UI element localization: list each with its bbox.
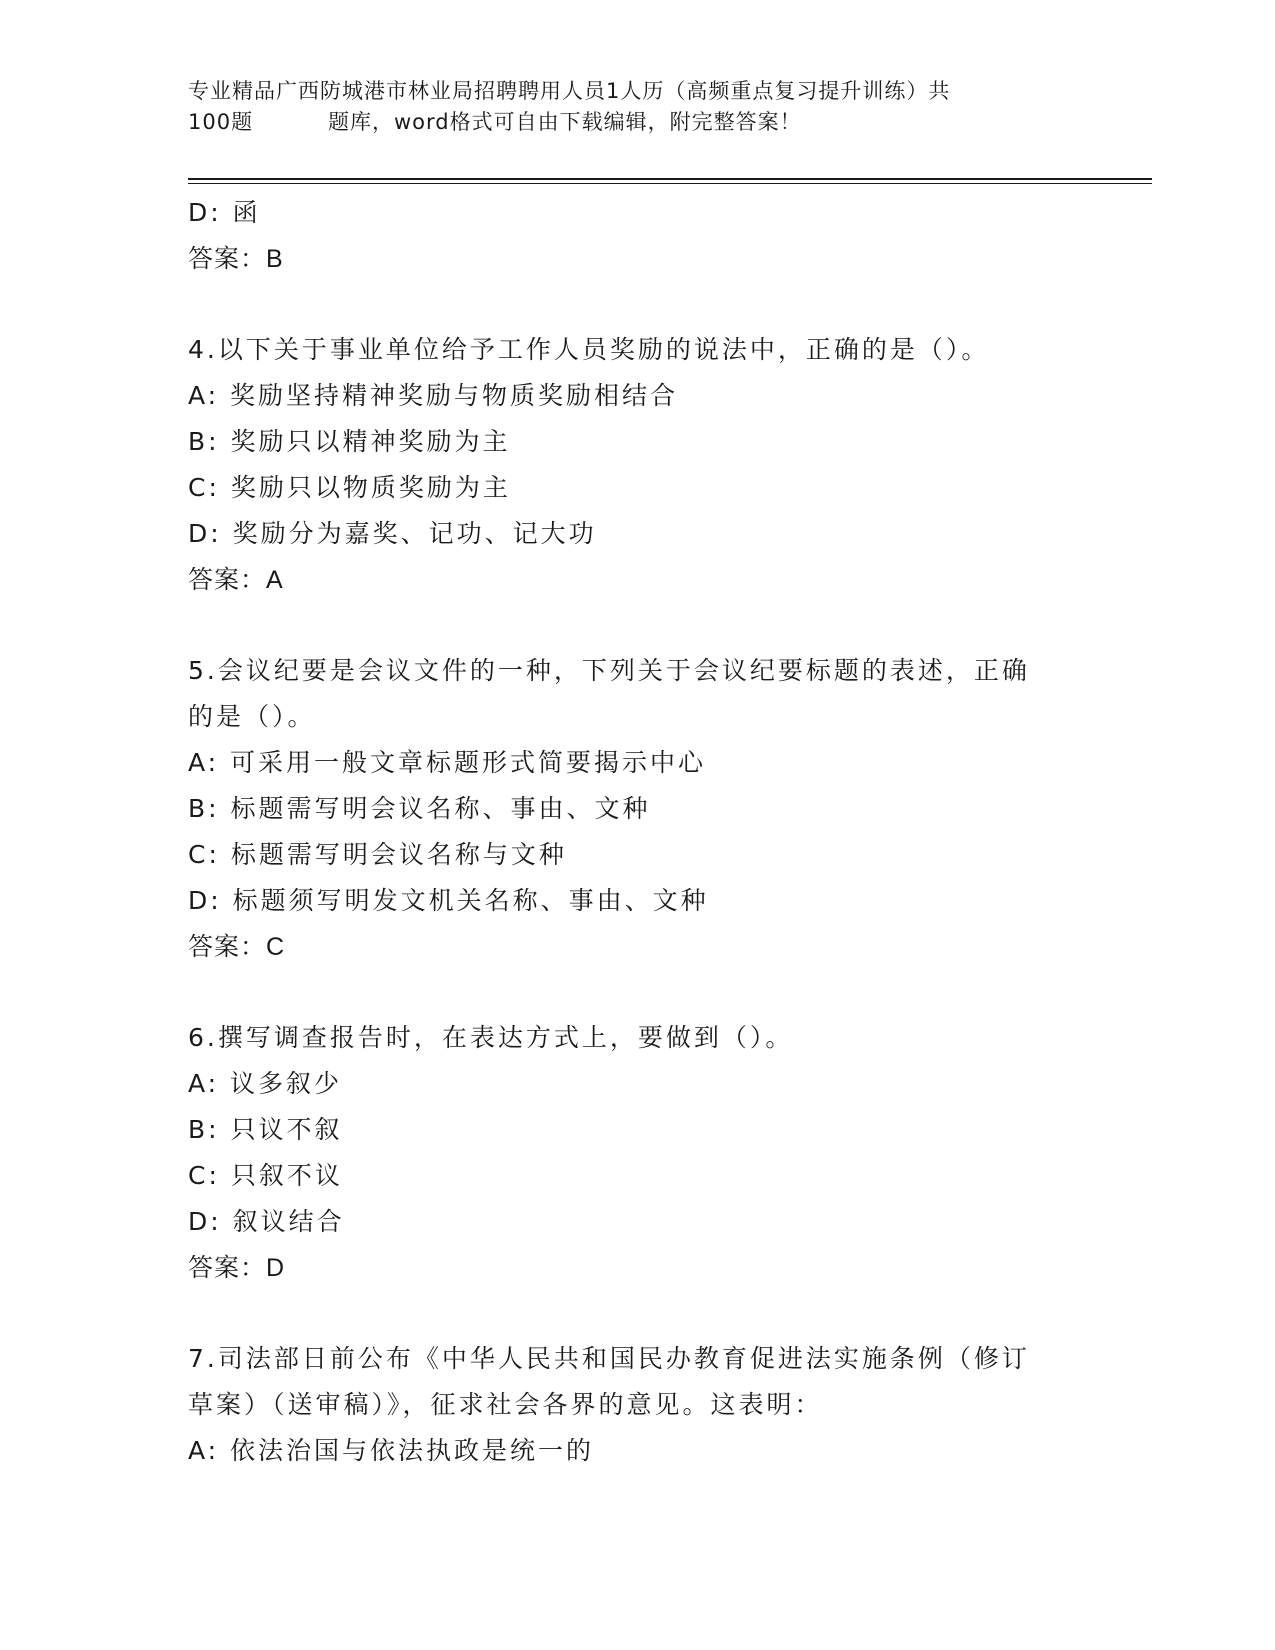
previous-question-tail — [188, 190, 1088, 282]
option-b: B: 标题需写明会议名称、事由、文种 — [188, 794, 651, 823]
question-text: 4.以下关于事业单位给予工作人员奖励的说法中，正确的是（）。 — [188, 335, 990, 364]
option-b: B: 奖励只以精神奖励为主 — [188, 427, 511, 456]
question-5 — [188, 648, 1088, 970]
question-text-line2: 的是（）。 — [188, 702, 316, 731]
header-divider-thick — [188, 178, 1152, 180]
option-d: D: 叙议结合 — [188, 1207, 345, 1236]
document-body — [188, 190, 1088, 1474]
option-c: C: 奖励只以物质奖励为主 — [188, 473, 511, 502]
option-d: D: 函 — [188, 198, 261, 227]
header-count: 100题 — [188, 110, 254, 134]
question-7 — [188, 1336, 1088, 1474]
option-a: A: 奖励坚持精神奖励与物质奖励相结合 — [188, 381, 679, 410]
answer-line: 答案：D — [188, 1254, 286, 1282]
header-title-line2 — [188, 107, 1088, 138]
header-description: 题库，word格式可自由下载编辑，附完整答案！ — [328, 110, 802, 134]
option-d: D: 标题须写明发文机关名称、事由、文种 — [188, 886, 709, 915]
answer-line: 答案：B — [188, 245, 284, 273]
option-b: B: 只议不叙 — [188, 1115, 343, 1144]
answer-line: 答案：A — [188, 566, 284, 594]
option-a: A: 议多叙少 — [188, 1069, 343, 1098]
page-header — [188, 76, 1088, 138]
question-text-line2: 草案）（送审稿）》，征求社会各界的意见。这表明： — [188, 1390, 823, 1419]
question-text-line1: 5.会议纪要是会议文件的一种，下列关于会议纪要标题的表述，正确 — [188, 656, 1030, 685]
header-title-line1: 专业精品广西防城港市林业局招聘聘用人员1人历（高频重点复习提升训练）共 — [188, 79, 951, 103]
option-c: C: 只叙不议 — [188, 1161, 343, 1190]
question-text: 6.撰写调查报告时，在表达方式上，要做到（）。 — [188, 1023, 794, 1052]
option-a: A: 依法治国与依法执政是统一的 — [188, 1436, 595, 1465]
question-4 — [188, 327, 1088, 603]
option-a: A: 可采用一般文章标题形式简要揭示中心 — [188, 748, 707, 777]
question-text-line1: 7.司法部日前公布《中华人民共和国民办教育促进法实施条例（修订 — [188, 1344, 1030, 1373]
option-c: C: 标题需写明会议名称与文种 — [188, 840, 567, 869]
header-divider-thin — [188, 183, 1152, 184]
question-6 — [188, 1015, 1088, 1291]
answer-line: 答案：C — [188, 933, 286, 961]
option-d: D: 奖励分为嘉奖、记功、记大功 — [188, 519, 597, 548]
